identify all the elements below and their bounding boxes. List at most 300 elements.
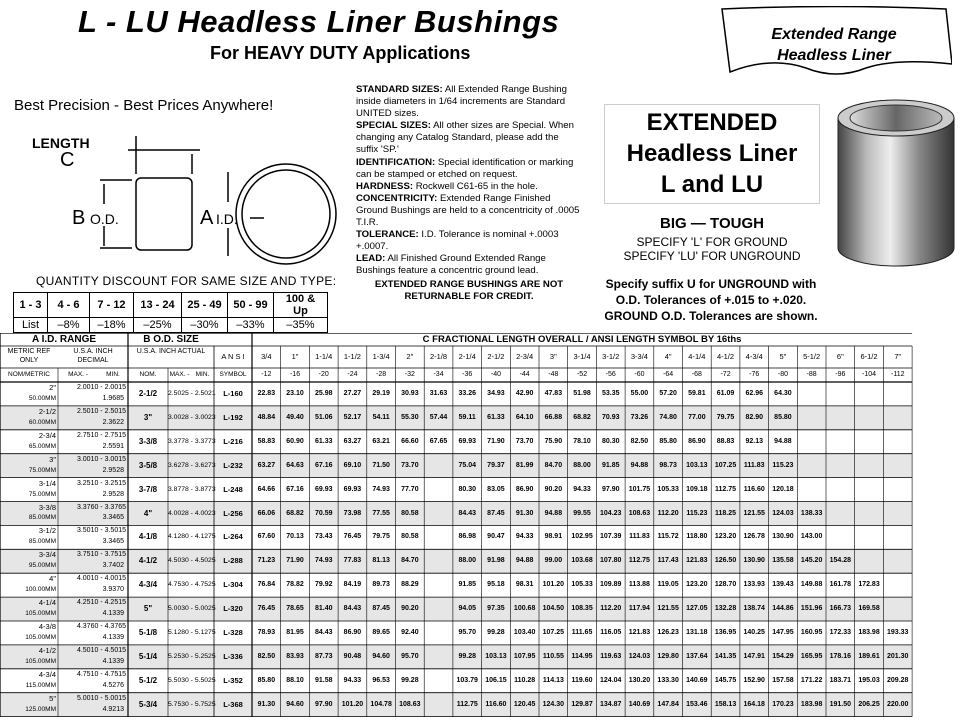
row-price: 64.66 [257,485,276,493]
row-price: 82.90 [745,413,763,421]
row-id-decimal-min: 4.9213 [102,705,124,713]
extended-text [604,107,820,200]
row-price: 103.68 [571,557,593,565]
row-price: 112.75 [628,557,650,565]
row-nominal-id: 3-1/4 [38,478,56,488]
id-letter: A [200,207,214,229]
quantity-discount-title: QUANTITY DISCOUNT FOR SAME SIZE AND TYPE: [36,274,337,288]
row-ansi-symbol: L-232 [223,460,243,470]
length-label: LENGTH [32,135,90,151]
row-nominal-id: 4" [49,574,56,584]
row-price: 140.69 [628,700,651,708]
row-price: 84.19 [343,581,362,589]
length-symbol: -36 [462,371,473,378]
page-title: L - LU Headless Liner Bushings [78,4,560,39]
row-price: 107.80 [600,557,622,565]
row-price: 89.73 [372,581,390,589]
length-symbol: -80 [777,371,788,378]
row-ansi-symbol: L-160 [223,389,243,398]
length-symbol: -72 [720,371,731,378]
row-price: 183.98 [800,700,823,708]
row-price: 55.00 [630,390,649,397]
row-price: 86.90 [688,437,706,445]
row-price: 88.29 [401,581,419,589]
row-id-decimal-min: 3.9370 [102,586,124,594]
row-price: 98.73 [659,461,677,469]
row-metric-id: 105.00MM [25,610,56,618]
row-price: 79.37 [487,461,505,469]
row-price: 64.10 [515,413,534,421]
row-nominal-id: 4-3/4 [38,669,56,679]
row-price: 79.75 [372,533,390,541]
row-price: 84.43 [458,509,476,517]
row-price: 75.04 [458,461,476,469]
row-price: 121.55 [743,509,765,517]
row-price: 137.64 [686,652,708,660]
row-price: 76.45 [343,533,362,541]
row-price: 123.20 [714,533,737,541]
row-price: 105.33 [657,485,679,493]
row-price: 107.39 [600,533,622,541]
banner-text [716,24,952,66]
row-price: 73.26 [630,413,649,421]
row-price: 85.80 [659,437,677,445]
row-price: 140.25 [743,629,765,636]
row-price: 76.45 [257,605,276,613]
extended-line-3: L and LU [660,171,764,198]
row-price: 78.82 [286,581,304,589]
row-price: 34.93 [487,390,505,397]
row-price: 83.93 [286,652,304,660]
qd-discount: –35% [274,318,328,333]
qd-discount-row [14,318,328,333]
row-price: 78.10 [573,437,591,445]
row-metric-id: 75.00MM [28,490,56,498]
row-price: 144.86 [772,605,794,613]
row-price: 147.84 [657,700,679,708]
row-ansi-symbol: L-320 [223,604,243,614]
spec-item [356,193,582,229]
row-price: 82.50 [257,652,276,660]
subheader-nom: NOM. [139,371,157,378]
row-price: 81.40 [314,605,333,613]
row-price: 29.19 [372,390,390,397]
row-price: 104.50 [542,605,565,613]
row-od-nominal: 4-3/4 [138,580,158,590]
row-price: 140.69 [686,676,708,684]
row-price: 132.28 [714,605,737,613]
row-price: 94.88 [544,509,563,517]
qd-discount: –25% [134,318,182,333]
spec-label: IDENTIFICATION: [356,156,436,168]
row-id-decimal-min: 2.5591 [102,442,124,450]
row-price: 116.60 [485,700,507,708]
row-price: 91.30 [257,700,276,708]
row-price: 178.16 [829,652,852,660]
row-id-decimal-range: 4.2510 - 4.2515 [76,599,126,607]
big-tough-label: BIG — TOUGH [660,215,764,232]
row-price: 116.60 [743,485,765,493]
row-price: 61.09 [716,390,735,397]
row-ansi-symbol: L-328 [223,628,243,637]
row-price: 31.63 [429,390,448,397]
row-price: 119.05 [657,581,679,589]
row-price: 130.90 [772,533,794,541]
row-metric-id: 95.00MM [28,562,56,570]
row-price: 95.70 [458,629,476,636]
tagline: Best Precision - Best Prices Anywhere! [14,97,274,114]
row-price: 170.23 [772,700,794,708]
row-price: 25.98 [314,390,333,397]
row-price: 52.17 [343,413,362,421]
specify-l-text: SPECIFY 'L' FOR GROUND [636,235,788,249]
row-price: 113.88 [628,581,650,589]
row-price: 102.95 [571,533,593,541]
row-price: 99.28 [487,629,505,636]
row-price: 81.99 [515,461,534,469]
quantity-discount-table [13,292,328,333]
row-price: 99.28 [458,652,476,660]
row-price: 64.30 [774,390,792,397]
row-id-decimal-min: 4.5276 [102,681,124,689]
row-price: 85.80 [774,413,792,421]
row-price: 79.92 [314,581,333,589]
unground-line-2: O.D. Tolerances of +.015 to +.020. [615,293,807,307]
length-header: 2-1/2 [487,352,505,361]
row-price: 124.30 [542,700,565,708]
row-price: 30.93 [401,390,419,397]
row-price: 71.23 [257,557,276,565]
header-id-range: A I.D. RANGE [31,334,97,345]
row-price: 128.70 [714,581,737,589]
row-ansi-symbol: L-352 [223,675,243,685]
row-ansi-symbol: L-216 [223,436,243,446]
row-price: 161.78 [829,581,852,589]
qd-discount: –18% [90,318,134,333]
returns-note: EXTENDED RANGE BUSHINGS ARE NOT RETURNABLE FOR CREDIT. [374,278,564,302]
row-price: 112.75 [715,485,737,493]
row-od-nominal: 3-5/8 [138,460,158,470]
row-price: 94.33 [573,485,591,493]
row-nominal-id: 3" [49,454,56,464]
row-price: 107.25 [714,461,737,469]
row-nominal-id: 2" [49,383,56,392]
row-price: 98.31 [515,581,534,589]
extended-line-2: Headless Liner [626,140,798,167]
row-price: 154.28 [829,557,852,565]
row-price: 143.00 [800,533,823,541]
row-price: 111.83 [743,461,765,469]
row-price: 108.63 [399,700,421,708]
row-price: 106.15 [485,676,507,684]
row-id-decimal-range: 2.0010 - 2.0015 [76,384,126,391]
subheader-symbol: SYMBOL [219,371,247,378]
row-price: 89.65 [372,629,390,636]
row-price: 87.73 [314,652,333,660]
row-id-decimal-min: 3.3465 [102,538,124,546]
row-price: 88.83 [716,437,735,445]
row-price: 134.87 [600,700,622,708]
row-price: 73.43 [314,533,333,541]
row-id-decimal-range: 4.5010 - 4.5015 [76,646,126,654]
row-price: 153.46 [686,700,708,708]
row-price: 90.20 [401,605,419,613]
length-header: 1-1/4 [315,352,333,361]
row-price: 48.84 [257,413,276,421]
subheader-nom-metric: NOM/METRIC [8,371,50,378]
row-price: 138.33 [800,509,823,517]
qd-discount: –8% [48,318,90,333]
spec-label: TOLERANCE: [356,229,419,241]
row-price: 100.68 [513,605,536,613]
row-ansi-symbol: L-264 [223,532,243,542]
row-od-range: 3.0028 - 3.0023 [168,413,216,421]
row-price: 103.79 [456,676,478,684]
length-symbol: -32 [404,371,415,378]
row-price: 78.93 [257,629,276,636]
length-header: 1-1/2 [343,352,361,361]
spec-text: I.D. Tolerance is nominal +.0003 +.0007. [356,229,559,253]
row-price: 195.03 [858,676,880,684]
length-header: 4-1/2 [716,352,735,361]
spec-item [356,229,582,253]
row-price: 112.20 [657,509,679,517]
row-price: 151.96 [800,605,823,613]
row-price: 124.03 [628,652,651,660]
row-price: 90.48 [343,652,362,660]
row-metric-id: 60.00MM [28,418,56,426]
qd-discount: –33% [228,318,274,333]
row-price: 94.05 [458,605,476,613]
row-price: 80.58 [401,533,419,541]
row-metric-id: 105.00MM [25,633,56,641]
row-price: 135.58 [772,557,794,565]
row-price: 92.13 [745,437,763,445]
row-price: 91.98 [487,557,505,565]
spec-label: HARDNESS: [356,180,414,192]
row-ansi-symbol: L-192 [223,412,243,422]
row-price: 118.80 [686,533,708,541]
row-od-nominal: 5-3/4 [138,699,158,709]
spec-text: Special identification or marking can be stamped or etched on request. [356,156,574,180]
row-od-nominal: 3-7/8 [138,484,158,494]
row-price: 108.63 [628,509,651,517]
row-price: 49.40 [286,413,304,421]
row-od-range: 5.0030 - 5.0025 [168,605,216,613]
row-price: 67.60 [257,533,276,541]
length-symbol: -44 [519,371,530,378]
spec-item [356,157,582,181]
row-nominal-id: 3-1/2 [38,526,56,536]
row-price: 119.63 [600,652,622,660]
row-price: 64.63 [286,461,304,469]
row-metric-id: 125.00MM [25,705,56,713]
row-price: 70.93 [601,413,620,421]
row-nominal-id: 4-1/4 [38,598,56,608]
length-symbol: -20 [318,371,329,378]
row-od-range: 2.5025 - 2.5021 [168,390,216,397]
length-header: 4-3/4 [745,352,763,361]
length-symbol: -52 [576,371,588,378]
od-letter: B [72,207,86,229]
row-price: 73.70 [401,461,419,469]
row-price: 67.16 [286,485,304,493]
row-price: 110.55 [542,652,564,660]
row-price: 84.70 [544,461,563,469]
qd-range-row [14,293,328,318]
row-price: 92.40 [401,629,419,636]
row-price: 71.90 [487,437,505,445]
row-ansi-symbol: L-336 [223,651,243,661]
qd-range: 100 & Up [274,293,328,318]
row-id-decimal-min: 4.1339 [102,633,124,641]
row-price: 60.90 [286,437,304,445]
row-price: 165.95 [800,652,823,660]
row-price: 107.25 [542,629,565,636]
row-od-nominal: 5-1/8 [138,628,158,637]
row-price: 172.83 [858,581,880,589]
row-id-decimal-range: 3.7510 - 3.7515 [76,551,126,559]
row-price: 116.05 [600,629,622,636]
row-id-decimal-range: 3.3760 - 3.3765 [76,503,126,511]
length-header: 6-1/2 [860,352,878,361]
length-symbol: -28 [376,371,387,378]
row-price: 77.83 [343,557,362,565]
length-symbol: -56 [605,371,616,378]
row-price: 115.23 [772,461,794,469]
length-symbol: -64 [663,371,674,378]
spec-item [356,120,582,156]
length-symbol: -12 [261,371,272,378]
row-price: 75.90 [544,437,563,445]
row-price: 189.61 [858,652,880,660]
length-header: 3" [549,352,557,361]
row-price: 73.70 [515,437,534,445]
row-price: 80.30 [601,437,620,445]
length-symbol: -60 [634,371,645,378]
row-price: 84.70 [401,557,419,565]
row-price: 139.43 [772,581,794,589]
row-price: 91.85 [458,581,476,589]
row-price: 63.21 [372,437,390,445]
row-price: 63.27 [257,461,276,469]
length-header: 7" [894,352,902,361]
row-price: 110.28 [514,676,536,684]
row-price: 90.47 [487,533,505,541]
spec-label: LEAD: [356,253,386,265]
row-metric-id: 105.00MM [25,657,56,665]
row-nominal-id: 3-3/4 [38,550,56,560]
row-price: 136.95 [714,629,737,636]
subheader-max: MAX. - [68,371,88,378]
row-price: 80.30 [458,485,476,493]
row-price: 105.33 [571,581,593,589]
spec-text: Rockwell C61-65 in the hole. [413,180,538,192]
row-price: 99.28 [401,676,419,684]
row-price: 77.00 [688,413,706,421]
row-price: 42.90 [515,390,534,397]
row-ansi-symbol: L-368 [223,699,243,709]
length-symbol: -16 [289,371,301,378]
row-id-decimal-min: 4.1339 [102,610,124,618]
length-header: 3-3/4 [630,352,648,361]
row-price: 109.89 [600,581,622,589]
row-id-decimal-min: 3.7402 [102,562,124,570]
qd-discount: List [14,318,48,333]
row-id-decimal-min: 2.9528 [102,466,124,474]
header-length: C FRACTIONAL LENGTH OVERALL / ANSI LENGTH SYMBOL BY 16ths [422,334,742,345]
spec-text: All Finished Ground Extended Range Bushings feature a concentric ground lead. [356,253,546,277]
row-od-nominal: 4" [143,508,153,518]
unground-line-1: Specify suffix U for UNGROUND with [605,277,817,291]
row-id-decimal-range: 3.5010 - 3.5015 [76,527,126,535]
row-id-decimal-range: 2.7510 - 2.7515 [76,431,126,439]
row-price: 87.45 [487,509,505,517]
row-price: 129.80 [657,652,679,660]
row-price: 115.72 [657,533,679,541]
row-price: 191.50 [829,700,852,708]
row-price: 127.05 [686,605,708,613]
row-price: 201.30 [887,652,909,660]
row-price: 121.55 [657,605,679,613]
row-id-decimal-min: 3.3465 [102,514,124,522]
length-symbol: -96 [835,371,846,378]
row-price: 88.00 [573,461,591,469]
row-metric-id: 115.00MM [25,681,56,689]
row-nominal-id: 3-3/8 [38,502,56,512]
row-price: 73.98 [343,509,362,517]
row-price: 193.33 [887,629,909,636]
row-id-decimal-range: 4.0010 - 4.0015 [76,575,126,583]
row-price: 147.95 [772,629,794,636]
row-price: 158.13 [714,700,737,708]
row-od-range: 4.5030 - 4.5025 [168,557,216,565]
spec-item [356,84,582,120]
row-price: 68.82 [573,413,591,421]
row-price: 120.18 [772,485,794,493]
spec-label: SPECIAL SIZES: [356,120,431,132]
length-header: 3-1/4 [573,352,591,361]
row-price: 59.81 [688,390,706,397]
row-price: 183.71 [829,676,852,684]
row-od-range: 4.1280 - 4.1275 [168,533,216,541]
row-price: 74.80 [659,413,677,421]
row-price: 69.93 [343,485,362,493]
row-price: 101.20 [341,700,364,708]
row-price: 111.65 [571,629,593,636]
row-id-decimal-min: 2.3622 [102,418,124,426]
row-od-range: 5.2530 - 5.2525 [168,652,216,660]
row-price: 121.83 [628,629,651,636]
row-metric-id: 85.00MM [28,538,56,546]
row-price: 85.80 [257,676,276,684]
row-metric-id: 100.00MM [25,586,56,594]
length-header: 1-3/4 [372,352,390,361]
row-price: 94.33 [343,676,362,684]
length-header: 1" [291,352,299,361]
row-price: 88.10 [286,676,304,684]
row-price: 133.30 [657,676,679,684]
row-metric-id: 65.00MM [28,442,56,450]
row-price: 76.84 [257,581,276,589]
row-nominal-id: 4-3/8 [38,622,56,631]
row-price: 67.65 [429,437,448,445]
row-od-nominal: 3-3/8 [138,436,158,446]
row-price: 109.18 [686,485,708,493]
spec-item [356,253,582,277]
row-price: 91.58 [314,676,333,684]
row-price: 94.60 [286,700,304,708]
